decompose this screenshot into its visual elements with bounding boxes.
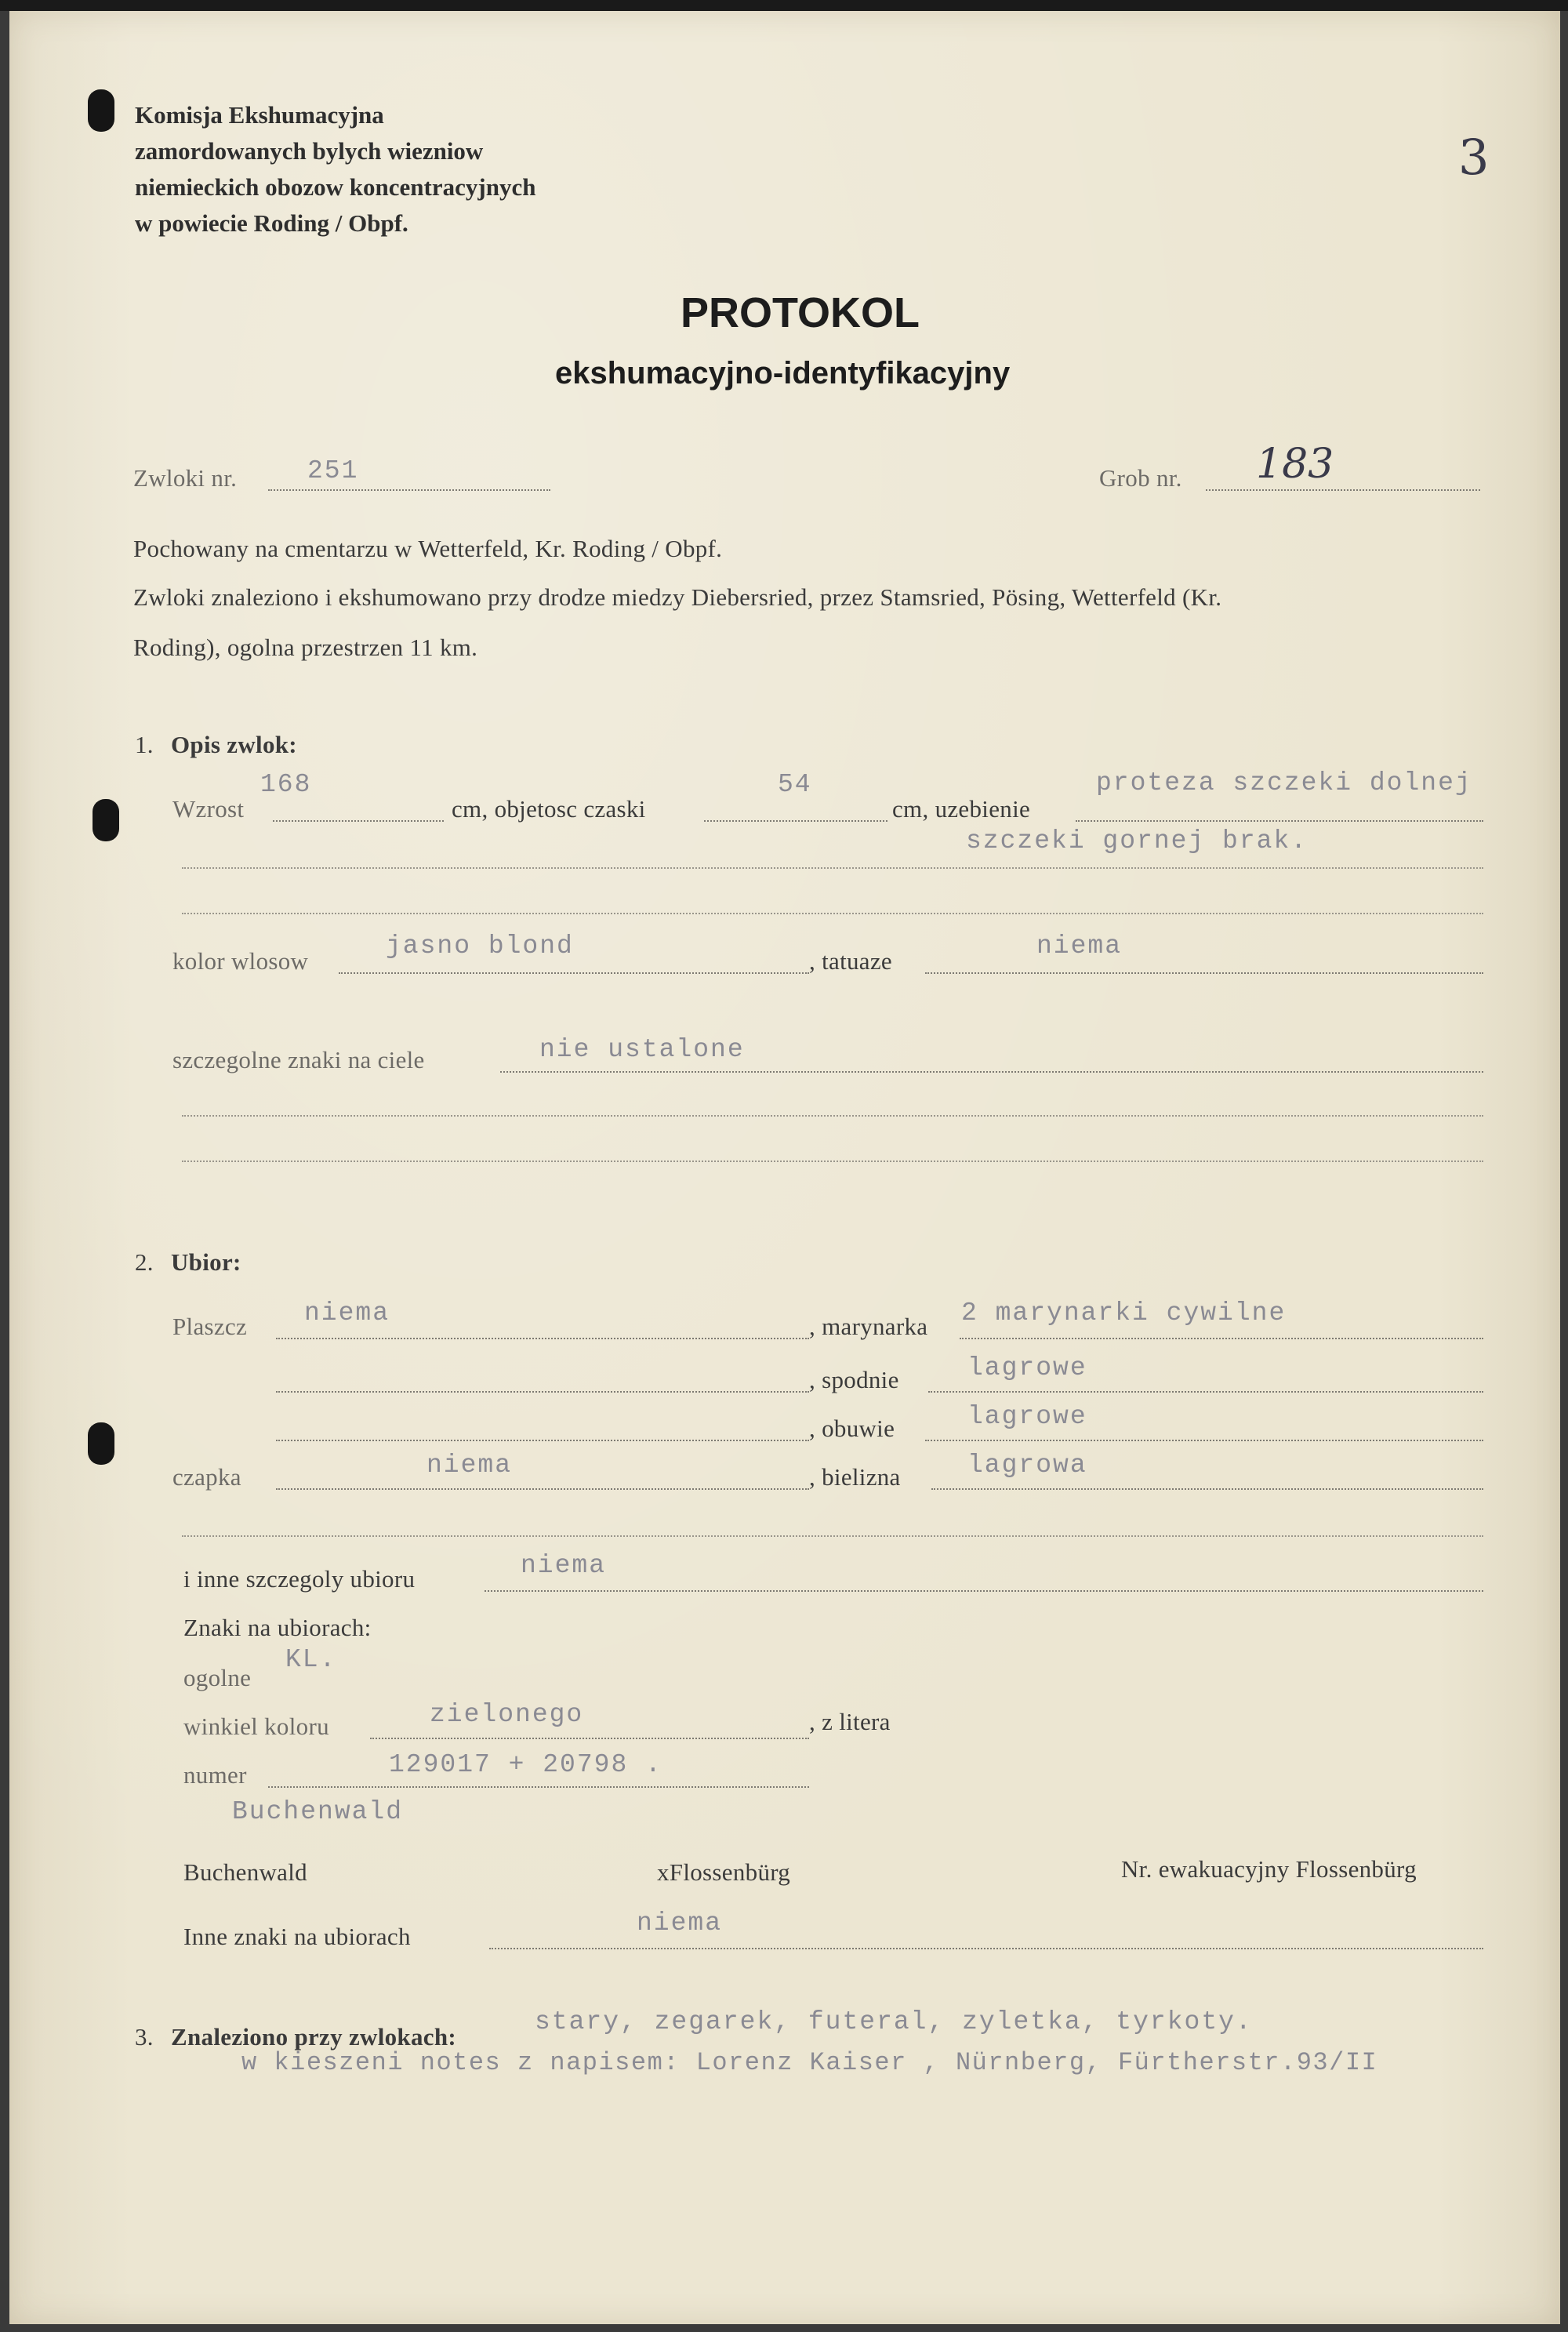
znaki-ubiorach-label: Znaki na ubiorach: [183,1614,372,1641]
czapka-line [276,1488,809,1490]
inne-znaki-value: niema [637,1909,723,1938]
uzebienie-value-2: szczeki gornej brak. [966,826,1308,855]
czapka-value: niema [426,1451,513,1480]
blank-line [182,1115,1483,1117]
inne-znaki-line [489,1948,1483,1949]
section3-value-1: stary, zegarek, futeral, zyletka, tyrkoty. [535,2007,1253,2036]
grob-label: Grob nr. [1099,464,1182,492]
page-number: 3 [1458,129,1490,186]
marynarka-value: 2 marynarki cywilne [961,1299,1287,1328]
blank-line [182,1161,1483,1162]
numer-value: 129017 + 20798 . [389,1750,662,1779]
obuwie-value: lagrowe [967,1402,1087,1431]
plaszcz-label: Plaszcz [172,1313,248,1340]
znaki-ciele-line [500,1071,1483,1073]
inne-ubioru-label: i inne szczegoly ubioru [183,1565,416,1593]
uzebienie-line [1076,820,1483,822]
pochowany-text: Pochowany na cmentarzu w Wetterfeld, Kr. Roding / Obpf. [133,535,723,562]
kolor-line [339,972,809,974]
document-page [9,11,1560,2324]
czaska-value: 54 [778,770,812,799]
zwloki-label: Zwloki nr. [133,464,238,492]
blank-line [182,1535,1483,1537]
numer-line [268,1786,809,1788]
spodnie-label: , spodnie [809,1366,899,1393]
spodnie-line [928,1391,1483,1393]
tatuaze-line [925,972,1483,974]
blank-line [182,867,1483,869]
tatuaze-value: niema [1036,932,1123,961]
bielizna-label: , bielizna [809,1463,901,1491]
buchenwald-label: Buchenwald [183,1858,307,1886]
obuwie-pre-line [276,1440,809,1441]
ogolne-value: KL. [285,1645,337,1674]
czapka-label: czapka [172,1463,241,1491]
winkiel-label: winkiel koloru [183,1713,329,1740]
znaleziono-line-1: Zwloki znaleziono i ekshumowano przy drodze miedzy Diebersried, przez Stamsried, Pösing, Wetterfeld (Kr. [133,583,1222,611]
header-line-1: Komisja Ekshumacyjna [135,101,384,129]
bielizna-value: lagrowa [967,1451,1087,1480]
section3-heading: Znaleziono przy zwlokach: [171,2023,456,2050]
document-subtitle: ekshumacyjno-identyfikacyjny [555,356,1011,390]
litera-label: , z litera [809,1708,891,1735]
plaszcz-line [276,1338,809,1339]
obuwie-label: , obuwie [809,1415,895,1442]
inne-ubioru-value: niema [521,1551,607,1580]
czaska-line [704,820,887,822]
punch-hole-bottom [88,1422,114,1465]
grob-value: 183 [1256,441,1334,488]
section1-number: 1. [135,731,154,758]
buchenwald-typed: Buchenwald [232,1797,404,1826]
section3-value-2: w kieszeni notes z napisem: Lorenz Kaiser , Nürnberg, Fürtherstr.93/II [241,2048,1378,2077]
header-line-3: niemieckich obozow koncentracyjnych [135,173,536,201]
zwloki-value: 251 [307,456,359,485]
uzebienie-value-1: proteza szczeki dolnej [1096,768,1472,797]
section2-number: 2. [135,1248,154,1276]
obuwie-line [925,1440,1483,1441]
znaki-ciele-label: szczegolne znaki na ciele [172,1046,425,1073]
spodnie-value: lagrowe [967,1353,1087,1382]
numer-label: numer [183,1761,247,1789]
kolor-value: jasno blond [386,932,574,961]
uzebienie-label: cm, uzebienie [892,795,1031,823]
ewakuacyjny-label: Nr. ewakuacyjny Flossenbürg [1121,1855,1417,1883]
wzrost-line [273,820,444,822]
zwloki-line [268,489,550,491]
header-line-2: zamordowanych bylych wiezniow [135,137,484,165]
scan-top-edge [0,0,1568,11]
czaska-label: cm, objetosc czaski [452,795,646,823]
header-line-4: w powiecie Roding / Obpf. [135,209,408,237]
inne-ubioru-line [485,1590,1483,1592]
commission-header [135,97,535,242]
blank-line [182,913,1483,914]
ogolne-label: ogolne [183,1664,252,1691]
spodnie-pre-line [276,1391,809,1393]
section2-heading: Ubior: [171,1248,241,1276]
section1-heading: Opis zwlok: [171,731,297,758]
winkiel-value: zielonego [430,1700,584,1729]
inne-znaki-label: Inne znaki na ubiorach [183,1923,411,1950]
section3-number: 3. [135,2023,154,2050]
flossenburg-label: xFlossenbürg [657,1858,791,1886]
marynarka-label: , marynarka [809,1313,928,1340]
znaleziono-line-2: Roding), ogolna przestrzen 11 km. [133,634,478,661]
tatuaze-label: , tatuaze [809,947,892,975]
wzrost-value: 168 [260,770,312,799]
kolor-label: kolor wlosow [172,947,309,975]
grob-line [1206,489,1480,491]
bielizna-line [931,1488,1483,1490]
winkiel-line [370,1738,809,1739]
marynarka-line [960,1338,1483,1339]
znaki-ciele-value: nie ustalone [539,1035,745,1064]
punch-hole-middle [93,799,119,841]
plaszcz-value: niema [304,1299,390,1328]
wzrost-label: Wzrost [172,795,245,823]
document-title: PROTOKOL [681,289,920,336]
punch-hole-top [88,89,114,132]
